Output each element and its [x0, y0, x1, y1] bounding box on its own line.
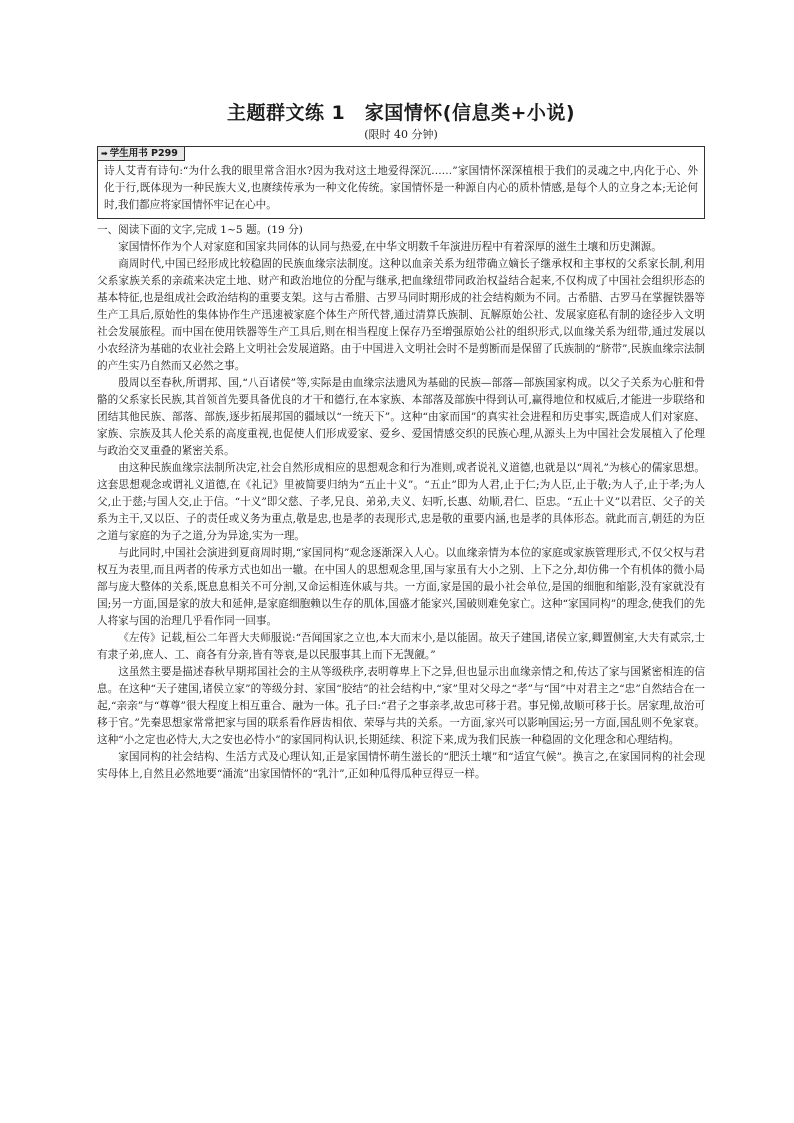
time-limit: (限时 40 分钟): [364, 128, 438, 141]
page-title: 主题群文练 1 家国情怀(信息类+小说): [226, 102, 576, 124]
student-book-tag: [98, 147, 185, 161]
paragraph: 与此同时,中国社会演进到夏商周时期,“家国同构”观念逐渐深入人心。以血缘亲情为本位的家庭或家族管理形式,不仅父权与君权互为表里,而且两者的传承方式也如出一辙。在中国人的思想观念里,国与家虽有大小之别、上下之分,却仿佛一个有机体的微小局部与庞大整体的关系,既息息相关不可分割,又命运相连休戚与共。一方面,家是国的最小社会单位,是国的细胞和缩影,没有家就没有国;另一方面,国是家的放大和延伸,是家庭细胞赖以生存的肌体,国盛才能家兴,国破则难免家亡。这种“家国同构”的理念,使我们的先人将家与国的治理几乎看作同一回事。: [97, 547, 705, 627]
paragraph: 家国同构的社会结构、生活方式及心理认知,正是家国情怀萌生滋长的“肥沃土壤”和“适宜气候”。换言之,在家国同构的社会现实母体上,自然且必然地要“涌流”出家国情怀的“乳汁”,正如种瓜得瓜种豆得豆一样。: [97, 751, 705, 780]
question-heading: 一、阅读下面的文字,完成 1~5 题。(19 分): [97, 224, 303, 236]
tag-label: 学生用书 P299: [109, 148, 178, 159]
intro-text: 诗人艾青有诗句:“为什么我的眼里常含泪水?因为我对这土地爱得深沉……”家国情怀深深植根于我们的灵魂之中,内化于心、外化于行,既体现为一种民族大义,也赓续传承为一种文化传统。家国情怀是一种源自内心的质朴情感,是每个人的立身之本;无论何时,我们都应将家国情怀牢记在心中。: [104, 165, 698, 211]
paragraph: 家国情怀作为个人对家庭和国家共同体的认同与热爱,在中华文明数千年演进历程中有着深厚的滋生土壤和历史渊源。: [118, 241, 662, 253]
paragraph: 殷周以至春秋,所谓邦、国,“八百诸侯”等,实际是由血缘宗法遗风为基础的民族—部落—部族国家构成。以父子关系为心脏和骨骼的父系家长民族,其首领首先要具备优良的才干和德行,在本家族、本部落及部族中得到认可,赢得地位和权威后,才能进一步联络和团结其他民族、部落、部族,逐步拓展邦国的疆域以“一统天下”。这种“由家而国”的真实社会进程和历史事实,既造成人们对家庭、家族、宗族及其人伦关系的高度重视,也促使人们形成爱家、爱乡、爱国情感交织的民族心理,从源头上为中国社会发展植入了伦理与政治交叉重叠的紧密关系。: [97, 377, 705, 457]
paragraph: 这虽然主要是描述春秋早期邦国社会的主从等级秩序,表明尊卑上下之异,但也显示出血缘亲情之和,传达了家与国紧密相连的信息。在这种“天子建国,诸侯立家”的等级分封、家国“胶结”的社会结构中,“家”里对父母之“孝”与“国”中对君主之“忠”自然结合在一起,“亲亲”与“尊尊”很大程度上相互重合、融为一体。孔子曰:“君子之事亲孝,故忠可移于君。事兄悌,故顺可移于长。居家理,故治可移于官。”先秦思想家常常把家与国的联系看作唇齿相依、荣辱与共的关系。一方面,家兴可以影响国运;另一方面,国乱则不免家衰。这种“小之定也必恃大,大之安也必恃小”的家国同构认识,长期延续、积淀下来,成为我们民族一种稳固的文化理念和心理结构。: [97, 666, 705, 746]
arrow-icon: ➡: [101, 149, 108, 158]
paragraph: 商周时代,中国已经形成比较稳固的民族血缘宗法制度。这种以血亲关系为纽带确立嫡长子继承权和主事权的父系家长制,利用父系家族关系的亲疏来决定土地、财产和政治地位的分配与继承,把血缘纽带同政治权益结合起来,不仅构成了中国社会组织形态的基本特征,也是组成社会政治结构的重要支架。这与古希腊、古罗马同时期形成的社会结构颇为不同。古希腊、古罗马在掌握铁器等生产工具后,原始性的集体协作生产迅速被家庭个体生产所代替,通过清算氏族制、瓦解原始公社、发展家庭私有制的途径步入文明社会发展旅程。而中国在使用铁器等生产工具后,则在相当程度上保存乃至增强原始公社的组织形式,以血缘关系为纽带,通过发展以小农经济为基础的农业社会路上文明社会发展道路。由于中国进入文明社会时不是剪断而是保留了氏族制的“脐带”,民族血缘宗法制的产生实乃自然而又必然之事。: [97, 258, 705, 372]
page: [97, 100, 705, 783]
paragraph: 《左传》记载,桓公二年晋大夫师服说:“吾闻国家之立也,本大而末小,是以能固。故天子建国,诸侯立家,卿置侧室,大夫有贰宗,士有隶子弟,庶人、工、商各有分亲,皆有等衰,是以民服事其上而下无觊觎。”: [97, 632, 705, 661]
intro-box: [97, 146, 705, 219]
paragraph: 由这种民族血缘宗法制所决定,社会自然形成相应的思想观念和行为准则,或者说礼义道德,也就是以“周礼”为核心的儒家思想。这套思想观念或谓礼义道德,在《礼记》里被简要归纳为“五止十义”。“五止”即为人君,止于仁;为人臣,止于敬;为人子,止于孝;为人父,止于慈;与国人交,止于信。“十义”即父慈、子孝,兄良、弟弟,夫义、妇听,长惠、幼顺,君仁、臣忠。“五止十义”以君臣、父子的关系为主干,又以臣、子的责任或义务为重点,敬是忠,也是孝的表现形式,忠是敬的重要内涵,也是孝的具体形态。就此而言,朝廷的为臣之道与家庭的为子之道,分为异途,实为一理。: [97, 462, 705, 542]
